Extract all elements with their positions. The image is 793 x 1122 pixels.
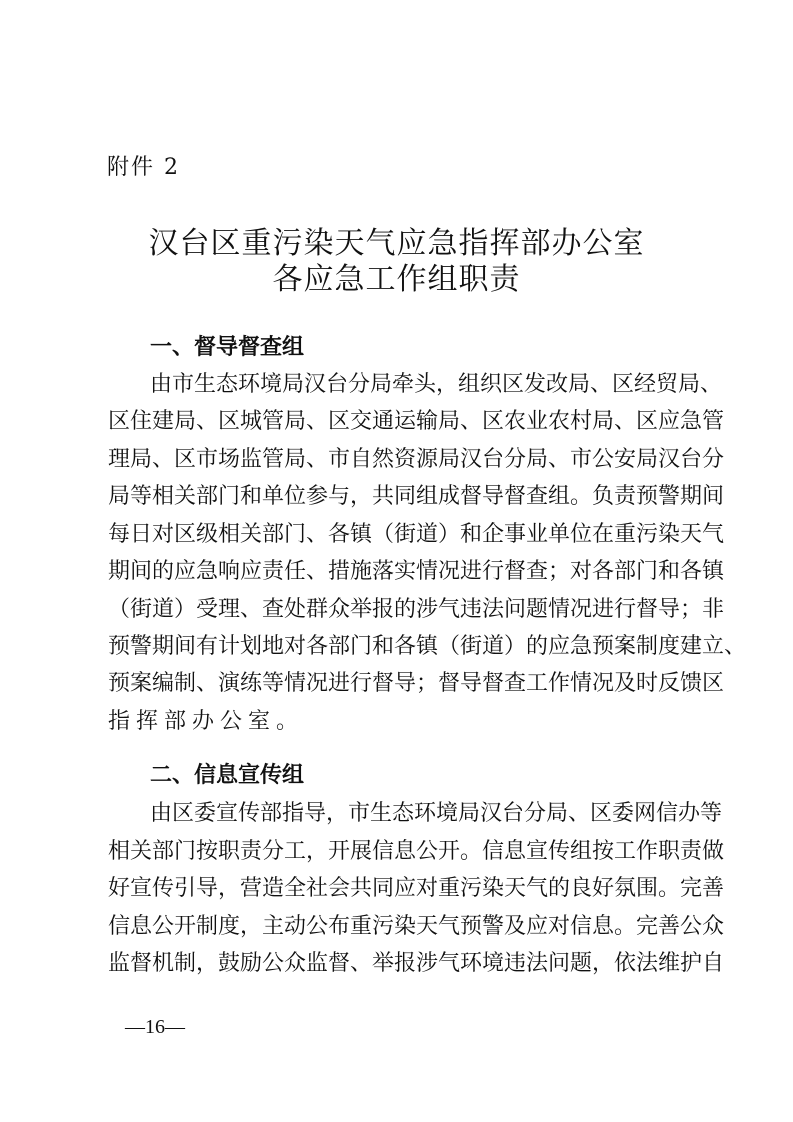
document-title-line1: 汉台区重污染天气应急指挥部办公室 bbox=[148, 226, 645, 261]
paragraph-line: （街道）受理、查处群众举报的涉气违法问题情况进行督导；非 bbox=[108, 597, 725, 622]
document-title-line2: 各应急工作组职责 bbox=[272, 262, 521, 297]
paragraph-line: 期间的应急响应责任、措施落实情况进行督查；对各部门和各镇 bbox=[108, 559, 725, 584]
paragraph-line: 相关部门按职责分工，开展信息公开。信息宣传组按工作职责做 bbox=[108, 839, 725, 864]
paragraph-line: 由区委宣传部指导，市生态环境局汉台分局、区委网信办等 bbox=[150, 801, 723, 826]
paragraph-line: 局等相关部门和单位参与，共同组成督导督查组。负责预警期间 bbox=[108, 484, 725, 509]
paragraph-line: 好宣传引导，营造全社会共同应对重污染天气的良好氛围。完善 bbox=[108, 876, 725, 901]
attachment-label: 附件 2 bbox=[107, 155, 180, 180]
paragraph-line: 指挥部办公室。 bbox=[108, 709, 305, 734]
paragraph-line: 区住建局、区城管局、区交通运输局、区农业农村局、区应急管 bbox=[108, 409, 725, 434]
paragraph-line: 理局、区市场监管局、市自然资源局汉台分局、市公安局汉台分 bbox=[108, 447, 725, 472]
paragraph-line: 监督机制，鼓励公众监督、举报涉气环境违法问题，依法维护自 bbox=[108, 951, 725, 976]
page-number: —16— bbox=[125, 1016, 185, 1038]
paragraph-line: 由市生态环境局汉台分局牵头，组织区发改局、区经贸局、 bbox=[150, 372, 723, 397]
section-heading-1: 一、督导督查组 bbox=[150, 335, 305, 360]
paragraph-line: 预案编制、演练等情况进行督导；督导督查工作情况及时反馈区 bbox=[108, 671, 725, 696]
section-heading-2: 二、信息宣传组 bbox=[150, 763, 305, 788]
paragraph-line: 每日对区级相关部门、各镇（街道）和企事业单位在重污染天气 bbox=[108, 522, 725, 547]
paragraph-line: 信息公开制度，主动公布重污染天气预警及应对信息。完善公众 bbox=[108, 914, 725, 939]
paragraph-line: 预警期间有计划地对各部门和各镇（街道）的应急预案制度建立、 bbox=[108, 634, 747, 659]
